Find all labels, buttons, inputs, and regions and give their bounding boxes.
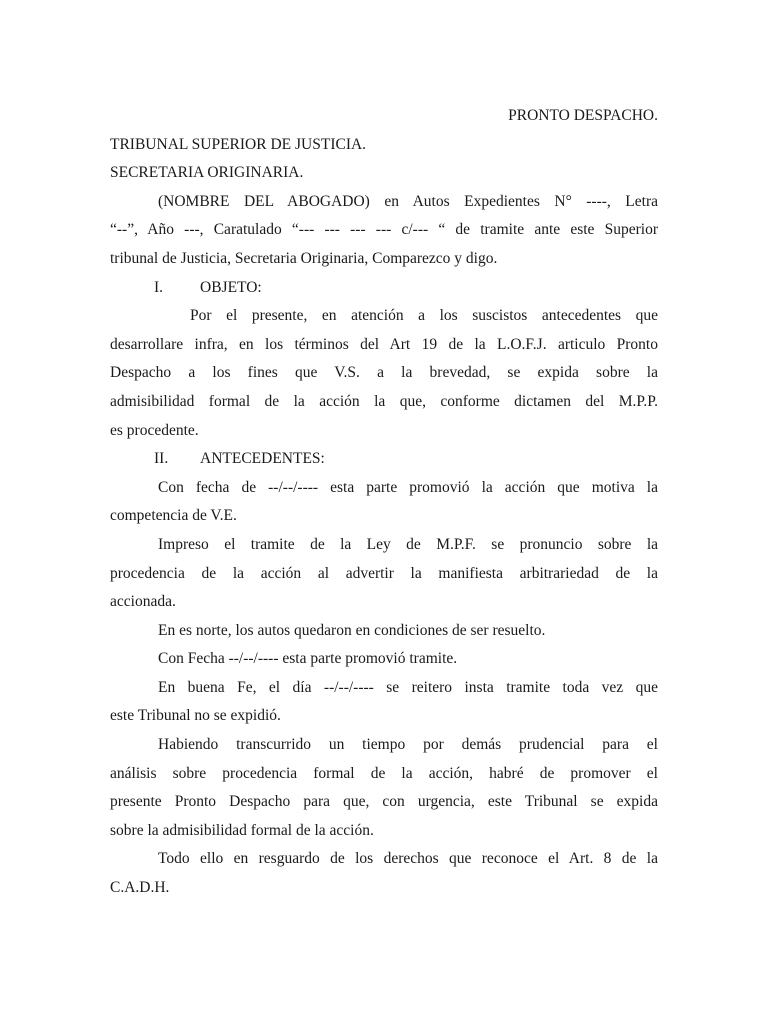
antecedentes-line: análisis sobre procedencia formal de la acción, habré de promover el [110,764,658,782]
antecedentes-line: En es norte, los autos quedaron en condiciones de ser resuelto. [158,621,546,639]
antecedentes-line: Con fecha de --/--/---- esta parte promovió la acción que motiva la [158,478,658,496]
intro-line: tribunal de Justicia, Secretaria Originaria, Comparezco y digo. [110,249,498,267]
objeto-line: Por el presente, en atención a los suscistos antecedentes que [190,307,658,325]
section-heading-antecedentes [110,445,658,474]
section-title: ANTECEDENTES: [200,450,325,468]
section-number: I. [154,278,164,296]
antecedentes-line: C.A.D.H. [110,879,170,897]
antecedentes-line: procedencia de la acción al advertir la manifiesta arbitrariedad de la [110,564,658,582]
antecedentes-line: competencia de V.E. [110,507,237,525]
addressee-secretariat: SECRETARIA ORIGINARIA. [110,164,304,182]
intro-line: (NOMBRE DEL ABOGADO) en Autos Expedientes N° ----, Letra [158,192,658,210]
objeto-line: admisibilidad formal de la acción la que, conforme dictamen del M.P.P. [110,392,658,410]
antecedentes-line: este Tribunal no se expidió. [110,707,281,725]
antecedentes-line: accionada. [110,593,176,611]
section-heading-objeto [110,274,658,303]
objeto-line: desarrollare infra, en los términos del Art 19 de la L.O.F.J. articulo Pronto [110,335,658,353]
objeto-line: es procedente. [110,421,199,439]
antecedentes-line: Todo ello en resguardo de los derechos que reconoce el Art. 8 de la [158,850,658,868]
section-number: II. [154,450,169,468]
antecedentes-line: Impreso el tramite de la Ley de M.P.F. se pronuncio sobre la [158,535,658,553]
antecedentes-line: sobre la admisibilidad formal de la acción. [110,821,374,839]
document-page [110,102,658,903]
antecedentes-line: En buena Fe, el día --/--/---- se reitero insta tramite toda vez que [158,678,658,696]
addressee-court: TRIBUNAL SUPERIOR DE JUSTICIA. [110,135,367,153]
section-title: OBJETO: [200,278,262,296]
antecedentes-line: Habiendo transcurrido un tiempo por demás prudencial para el [158,736,658,754]
document-title: PRONTO DESPACHO. [508,107,658,124]
antecedentes-line: Con Fecha --/--/---- esta parte promovió tramite. [158,650,458,668]
objeto-line: Despacho a los fines que V.S. a la brevedad, se expida sobre la [110,364,658,382]
intro-line: “--”, Año ---, Caratulado “--- --- --- --- c/--- “ de tramite ante este Superior [110,221,658,239]
antecedentes-line: presente Pronto Despacho para que, con urgencia, este Tribunal se expida [110,793,658,811]
